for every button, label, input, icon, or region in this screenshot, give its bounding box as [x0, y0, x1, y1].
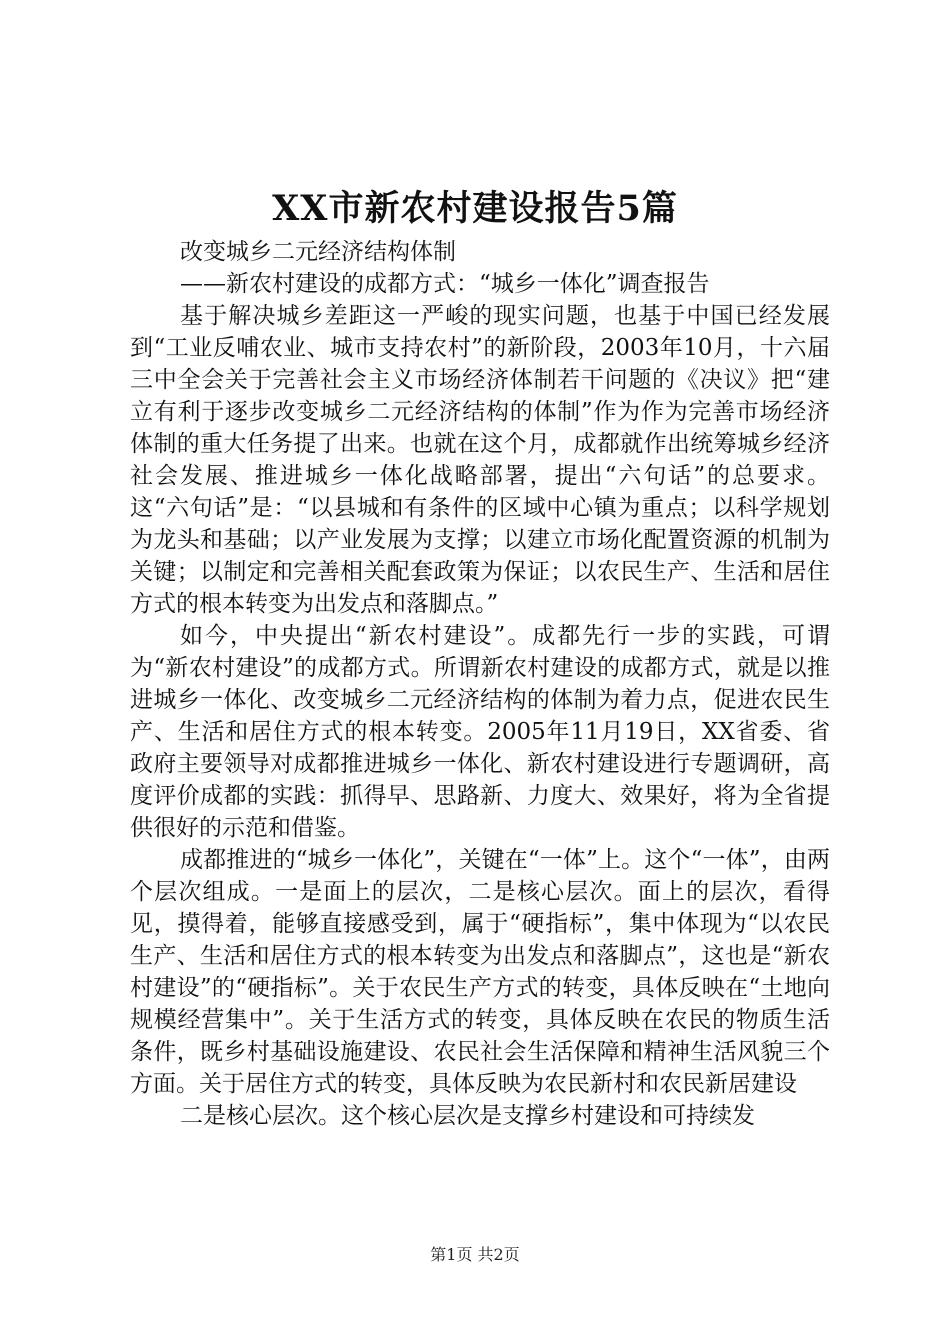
document-title: XX市新农村建设报告5篇: [272, 188, 678, 229]
subtitle-line-1: 改变城乡二元经济结构体制: [180, 239, 456, 265]
paragraph-3: 成都推进的“城乡一体化”，关键在“一体”上。这个“一体”，由两个层次组成。一是面上的层次，二是核心层次。面上的层次，看得见，摸得着，能够直接感受到，属于“硬指标”，集中体现为“以农民生产、生活和居住方式的根本转变为出发点和落脚点”，这也是“新农村建设”的“硬指标”。关于农民生产方式的转变，具体反映在“土地向规模经营集中”。关于生活方式的转变，具体反映在农民的物质生活条件，既乡村基础设施建设、农民社会生活保障和精神生活风貌三个方面。关于居住方式的转变，具体反映为农民新村和农民新居建设: [130, 847, 830, 1097]
paragraph-4: 二是核心层次。这个核心层次是支撑乡村建设和可持续发: [180, 1103, 755, 1129]
paragraph-1: 基于解决城乡差距这一严峻的现实问题，也基于中国已经发展到“工业反哺农业、城市支持农村”的新阶段，2003年10月，十六届三中全会关于完善社会主义市场经济体制若干问题的《决议》把“建立有利于逐步改变城乡二元经济结构的体制”作为作为完善市场经济体制的重大任务提了出来。也就在这个月，成都就作出统筹城乡经济社会发展、推进城乡一体化战略部署，提出“六句话”的总要求。这“六句话”是：“以县城和有条件的区域中心镇为重点；以科学规划为龙头和基础；以产业发展为支撑；以建立市场化配置资源的机制为关键；以制定和完善相关配套政策为保证；以农民生产、生活和居住方式的根本转变为出发点和落脚点。”: [130, 303, 830, 617]
paragraph-2: 如今，中央提出“新农村建设”。成都先行一步的实践，可谓为“新农村建设”的成都方式。所谓新农村建设的成都方式，就是以推进城乡一体化、改变城乡二元经济结构的体制为着力点，促进农民生产、生活和居住方式的根本转变。2005年11月19日，XX省委、省政府主要领导对成都推进城乡一体化、新农村建设进行专题调研，高度评价成都的实践：抓得早、思路新、力度大、效果好，将为全省提供很好的示范和借鉴。: [130, 623, 830, 841]
document-body: [130, 236, 830, 1132]
page-footer: 第1页 共2页: [430, 1245, 520, 1264]
subtitle-line-2: ——新农村建设的成都方式：“城乡一体化”调查报告: [180, 271, 710, 297]
